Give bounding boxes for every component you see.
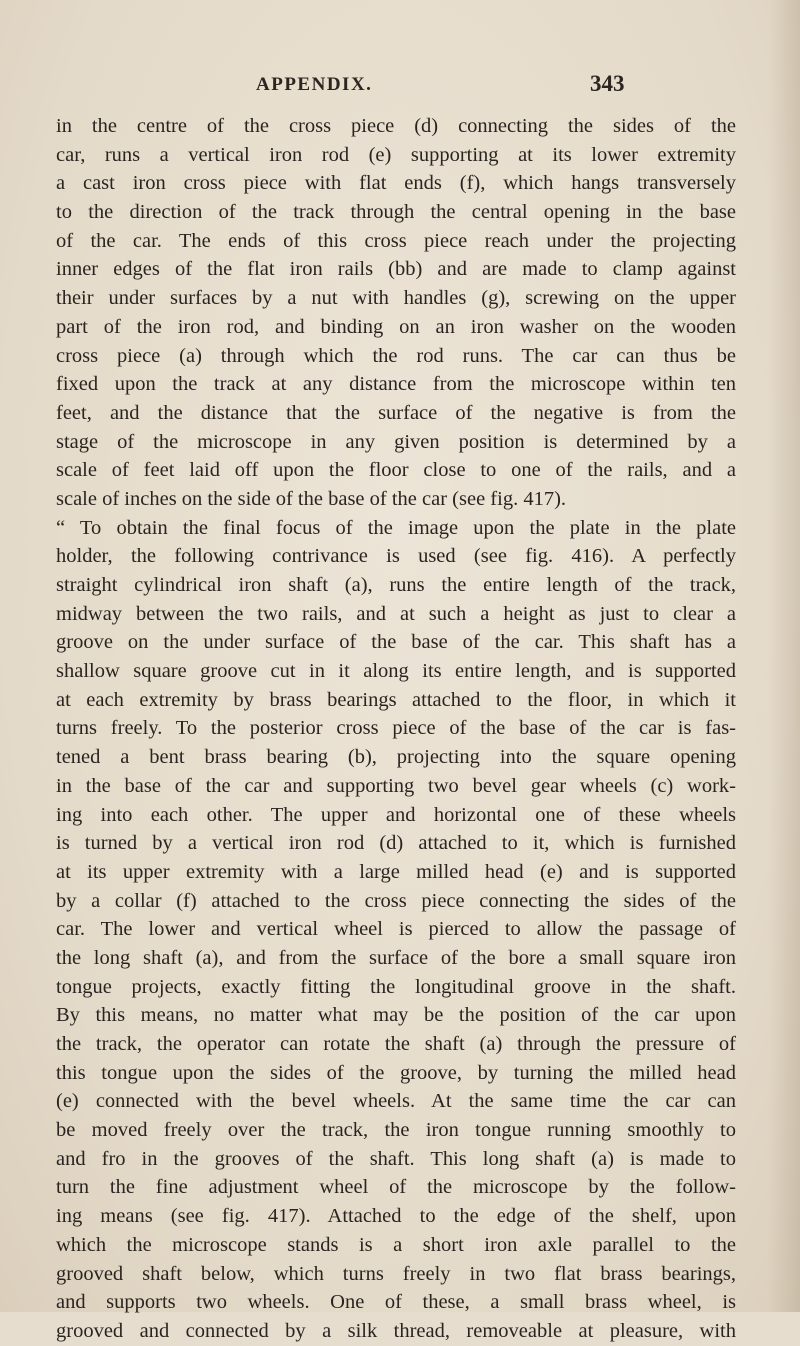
text-line: grooved shaft below, which turns freely in two flat brass bearings, [56,1262,736,1285]
text-line: to the direction of the track through the central opening in the base [56,201,736,224]
text-line: by a collar (f) attached to the cross piece connecting the sides of the [56,889,736,912]
text-line: at each extremity by brass bearings attached to the floor, in which it [56,688,736,711]
text-line: a cast iron cross piece with flat ends (f), which hangs transversely [56,172,736,195]
text-line: this tongue upon the sides of the groove, by turning the milled head [56,1061,736,1084]
text-line: which the microscope stands is a short iron axle parallel to the [56,1233,736,1256]
text-line: and supports two wheels. One of these, a small brass wheel, is [56,1291,736,1314]
text-line: the track, the operator can rotate the shaft (a) through the pressure of [56,1033,736,1055]
text-line: tened a bent brass bearing (b), projecting into the square opening [56,746,736,769]
text-line: turn the fine adjustment wheel of the microscope by the follow- [56,1176,736,1199]
text-line: grooved and connected by a silk thread, removeable at pleasure, with [56,1319,736,1342]
text-line: shallow square groove cut in it along its entire length, and is supported [56,660,736,683]
text-line: is turned by a vertical iron rod (d) attached to it, which is furnished [56,832,736,855]
text-line: car. The lower and vertical wheel is pierced to allow the passage of [56,918,736,941]
text-line: inner edges of the flat iron rails (bb) and are made to clamp against [56,258,736,281]
text-line: stage of the microscope in any given position is determined by a [56,430,736,453]
text-line: car, runs a vertical iron rod (e) supporting at its lower extremity [56,143,736,166]
text-line: their under surfaces by a nut with handles (g), screwing on the upper [56,287,736,310]
text-line: groove on the under surface of the base of the car. This shaft has a [56,631,736,654]
text-line: midway between the two rails, and at such a height as just to clear a [56,602,736,625]
text-line: tongue projects, exactly fitting the longitudinal groove in the shaft. [56,975,736,998]
text-line: be moved freely over the track, the iron tongue running smoothly to [56,1119,736,1142]
text-line: ing into each other. The upper and horizontal one of these wheels [56,803,736,826]
text-line: straight cylindrical iron shaft (a), runs the entire length of the track, [56,574,736,596]
text-line: fixed upon the track at any distance from the microscope within ten [56,373,736,396]
text-line: in the centre of the cross piece (d) connecting the sides of the [56,115,736,137]
body-text [56,112,736,1346]
text-line: scale of feet laid off upon the floor close to one of the rails, and a [56,459,736,482]
text-line: scale of inches on the side of the base of the car (see fig. 417). [56,487,567,510]
text-line: the long shaft (a), and from the surface of the bore a small square iron [56,946,736,969]
text-line: By this means, no matter what may be the position of the car upon [56,1004,736,1027]
page-header [0,71,800,104]
text-line: of the car. The ends of this cross piece reach under the projecting [56,229,736,252]
text-line: holder, the following contrivance is used (see fig. 416). A perfectly [56,545,736,568]
page-number: 343 [590,71,625,96]
text-line: feet, and the distance that the surface of the negative is from the [56,401,736,424]
running-head: APPENDIX. [256,74,373,95]
text-line: part of the iron rod, and binding on an iron washer on the wooden [56,315,736,338]
text-line: (e) connected with the bevel wheels. At the same time the car can [56,1090,736,1113]
text-line: turns freely. To the posterior cross piece of the base of the car is fas- [56,717,736,740]
text-line: cross piece (a) through which the rod runs. The car can thus be [56,344,736,367]
text-line: “ To obtain the final focus of the image upon the plate in the plate [56,516,736,539]
text-line: ing means (see fig. 417). Attached to the edge of the shelf, upon [56,1205,736,1228]
text-line: and fro in the grooves of the shaft. This long shaft (a) is made to [56,1147,736,1170]
text-line: at its upper extremity with a large milled head (e) and is supported [56,860,736,883]
text-line: in the base of the car and supporting two bevel gear wheels (c) work- [56,774,736,797]
